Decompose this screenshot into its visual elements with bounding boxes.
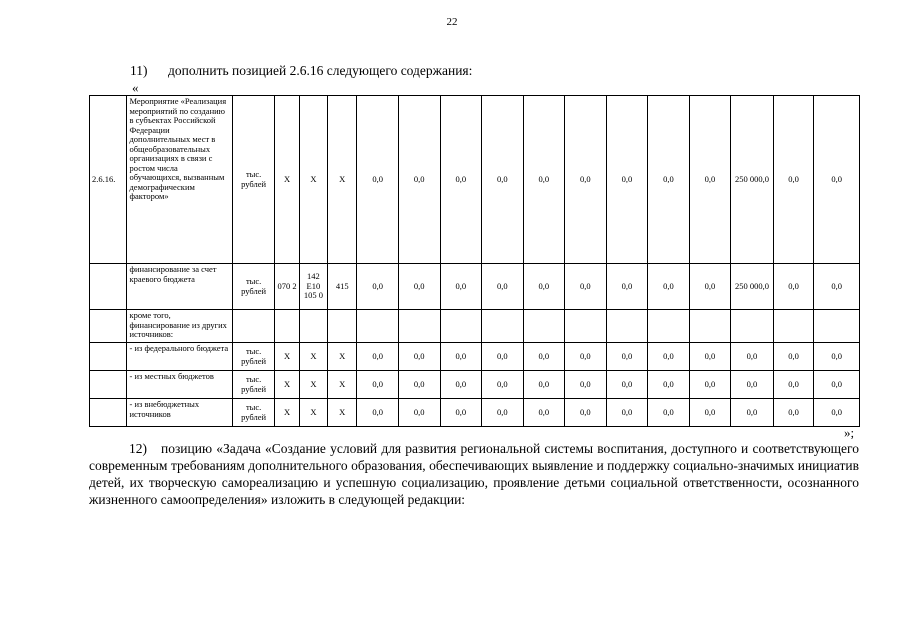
- row-value-cell: 0,0: [523, 96, 565, 264]
- table-row: [90, 96, 860, 264]
- row-value-cell: 0,0: [606, 264, 648, 310]
- row-value-cell: 0,0: [523, 399, 565, 427]
- row-unit-cell: тыс. рублей: [232, 343, 275, 371]
- table-row: [90, 310, 860, 343]
- open-quote: «: [132, 80, 139, 95]
- row-value-cell: [440, 310, 482, 343]
- row-value-cell: 0,0: [648, 96, 690, 264]
- row-value-cell: 0,0: [689, 264, 731, 310]
- row-code2-cell: Х: [299, 343, 327, 371]
- row-unit-cell: тыс. рублей: [232, 264, 275, 310]
- row-code1-cell: Х: [275, 399, 299, 427]
- row-code2-cell: Х: [299, 399, 327, 427]
- row-code-cell: 2.6.16.: [90, 96, 127, 264]
- row-value-cell: 250 000,0: [731, 264, 774, 310]
- row-value-cell: 0,0: [482, 96, 524, 264]
- row-value-cell: [731, 310, 774, 343]
- close-quote: »;: [844, 425, 855, 440]
- row-value-cell: 0,0: [357, 264, 399, 310]
- row-unit-cell: [232, 310, 275, 343]
- row-value-cell: 0,0: [689, 96, 731, 264]
- row-value-cell: 0,0: [814, 96, 860, 264]
- row-unit-cell: тыс. рублей: [232, 371, 275, 399]
- row-value-cell: 0,0: [814, 264, 860, 310]
- row-code3-cell: Х: [328, 96, 357, 264]
- row-value-cell: 0,0: [482, 371, 524, 399]
- row-code2-cell: [299, 310, 327, 343]
- row-value-cell: 0,0: [523, 371, 565, 399]
- row-code1-cell: Х: [275, 343, 299, 371]
- row-value-cell: [814, 310, 860, 343]
- row-value-cell: 0,0: [648, 264, 690, 310]
- item-12-number: 12): [129, 441, 147, 456]
- row-value-cell: 0,0: [440, 264, 482, 310]
- row-value-cell: 0,0: [773, 96, 814, 264]
- row-value-cell: [606, 310, 648, 343]
- row-value-cell: 250 000,0: [731, 96, 774, 264]
- item-11-number: 11): [130, 63, 148, 78]
- row-code-cell: [90, 399, 127, 427]
- row-value-cell: 0,0: [398, 343, 440, 371]
- item-12-text: позицию «Задача «Создание условий для развития региональной системы воспитания, доступного и соответствующего современным требованиям дополнительного образования, обеспечивающих выявление и поддержку социально-значимых инициатив детей, их творческую самореализацию и успешную социализацию, проявление детьми социальной ответственности, осознанного жизненного самоопределения» изложить в следующей редакции:: [89, 441, 859, 507]
- row-name-cell: - из местных бюджетов: [127, 371, 232, 399]
- row-code3-cell: [328, 310, 357, 343]
- row-code3-cell: Х: [328, 343, 357, 371]
- row-value-cell: 0,0: [648, 399, 690, 427]
- budget-table: [89, 95, 860, 427]
- row-unit-cell: тыс. рублей: [232, 399, 275, 427]
- row-code2-cell: Х: [299, 96, 327, 264]
- row-code-cell: [90, 264, 127, 310]
- row-value-cell: [565, 310, 607, 343]
- row-value-cell: 0,0: [689, 343, 731, 371]
- item-11-text: дополнить позицией 2.6.16 следующего содержания:: [168, 63, 473, 78]
- row-value-cell: 0,0: [440, 399, 482, 427]
- table-row: [90, 343, 860, 371]
- row-value-cell: 0,0: [773, 399, 814, 427]
- row-code2-cell: 142 Е10 105 0: [299, 264, 327, 310]
- row-value-cell: 0,0: [606, 96, 648, 264]
- row-code2-cell: Х: [299, 371, 327, 399]
- row-code-cell: [90, 371, 127, 399]
- row-value-cell: 0,0: [565, 399, 607, 427]
- row-value-cell: 0,0: [648, 343, 690, 371]
- row-code1-cell: Х: [275, 371, 299, 399]
- row-value-cell: 0,0: [565, 264, 607, 310]
- row-value-cell: 0,0: [398, 96, 440, 264]
- row-value-cell: 0,0: [398, 399, 440, 427]
- row-value-cell: 0,0: [731, 399, 774, 427]
- row-value-cell: 0,0: [731, 343, 774, 371]
- row-code3-cell: Х: [328, 399, 357, 427]
- row-value-cell: 0,0: [523, 264, 565, 310]
- row-value-cell: [648, 310, 690, 343]
- row-value-cell: [357, 310, 399, 343]
- row-value-cell: 0,0: [689, 371, 731, 399]
- row-value-cell: 0,0: [357, 343, 399, 371]
- row-value-cell: 0,0: [814, 399, 860, 427]
- row-value-cell: 0,0: [814, 371, 860, 399]
- row-value-cell: 0,0: [357, 399, 399, 427]
- row-code3-cell: Х: [328, 371, 357, 399]
- row-value-cell: 0,0: [565, 96, 607, 264]
- row-value-cell: 0,0: [357, 371, 399, 399]
- row-unit-cell: тыс. рублей: [232, 96, 275, 264]
- row-value-cell: 0,0: [773, 264, 814, 310]
- row-value-cell: 0,0: [773, 343, 814, 371]
- row-value-cell: 0,0: [648, 371, 690, 399]
- row-code-cell: [90, 343, 127, 371]
- row-value-cell: [398, 310, 440, 343]
- row-name-cell: Мероприятие «Реализация мероприятий по созданию в субъектах Российской Федерации дополнительных мест в общеобразовательных организациях в связи с ростом числа обучающихся, вызванным демографическим фактором»: [127, 96, 232, 264]
- row-value-cell: [523, 310, 565, 343]
- row-value-cell: 0,0: [565, 371, 607, 399]
- row-code3-cell: 415: [328, 264, 357, 310]
- item-11: [130, 63, 472, 79]
- page-number: 22: [446, 16, 458, 28]
- row-value-cell: 0,0: [523, 343, 565, 371]
- table-row: [90, 264, 860, 310]
- table-row: [90, 399, 860, 427]
- row-value-cell: 0,0: [565, 343, 607, 371]
- row-value-cell: 0,0: [773, 371, 814, 399]
- row-value-cell: [482, 310, 524, 343]
- row-value-cell: 0,0: [440, 371, 482, 399]
- row-code1-cell: 070 2: [275, 264, 299, 310]
- row-value-cell: [773, 310, 814, 343]
- row-name-cell: кроме того, финансирование из других источников:: [127, 310, 232, 343]
- table-row: [90, 371, 860, 399]
- row-code1-cell: Х: [275, 96, 299, 264]
- row-value-cell: 0,0: [440, 96, 482, 264]
- row-value-cell: 0,0: [482, 399, 524, 427]
- row-name-cell: - из федерального бюджета: [127, 343, 232, 371]
- row-value-cell: 0,0: [398, 264, 440, 310]
- row-value-cell: 0,0: [357, 96, 399, 264]
- row-value-cell: 0,0: [482, 343, 524, 371]
- row-value-cell: 0,0: [482, 264, 524, 310]
- row-code1-cell: [275, 310, 299, 343]
- item-12: [89, 440, 859, 508]
- row-name-cell: финансирование за счет краевого бюджета: [127, 264, 232, 310]
- row-value-cell: 0,0: [606, 371, 648, 399]
- row-name-cell: - из внебюджетных источников: [127, 399, 232, 427]
- row-value-cell: [689, 310, 731, 343]
- row-value-cell: 0,0: [689, 399, 731, 427]
- row-code-cell: [90, 310, 127, 343]
- row-value-cell: 0,0: [606, 343, 648, 371]
- row-value-cell: 0,0: [814, 343, 860, 371]
- row-value-cell: 0,0: [440, 343, 482, 371]
- row-value-cell: 0,0: [731, 371, 774, 399]
- row-value-cell: 0,0: [398, 371, 440, 399]
- row-value-cell: 0,0: [606, 399, 648, 427]
